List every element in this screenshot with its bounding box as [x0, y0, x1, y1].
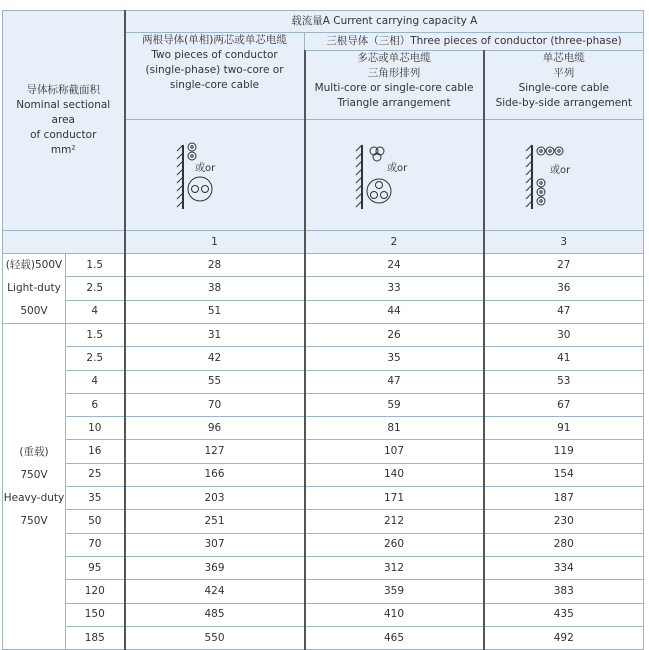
- col3-title-line: Single-core cable: [518, 82, 609, 94]
- cell-capacity-c1: 127: [125, 440, 305, 463]
- cell-area: 4: [66, 300, 125, 323]
- cell-capacity-c2: 59: [305, 393, 484, 416]
- cell-area: 95: [66, 556, 125, 579]
- col-number-1: 1: [125, 231, 305, 254]
- cell-area: 2.5: [66, 277, 125, 300]
- cell-capacity-c3: 67: [484, 393, 644, 416]
- col3-title-line: Side-by-side arrangement: [495, 97, 632, 109]
- cell-capacity-c3: 280: [484, 533, 644, 556]
- cell-capacity-c3: 36: [484, 277, 644, 300]
- group-label-line: 500V: [20, 305, 48, 317]
- header-col3-title: [484, 51, 644, 120]
- group-label-line: Light-duty: [7, 282, 61, 294]
- cell-capacity-c1: 485: [125, 603, 305, 626]
- cell-capacity-c1: 203: [125, 487, 305, 510]
- cell-capacity-c2: 44: [305, 300, 484, 323]
- group-label-line: (重载): [19, 445, 49, 458]
- cell-capacity-c1: 42: [125, 347, 305, 370]
- two-conductor-icon: [175, 139, 255, 211]
- cell-capacity-c2: 212: [305, 510, 484, 533]
- cell-capacity-c1: 424: [125, 580, 305, 603]
- header-nominal-area-unit: mm²: [50, 144, 76, 156]
- table-row: [3, 487, 644, 510]
- cell-capacity-c2: 312: [305, 556, 484, 579]
- current-capacity-table: [2, 10, 644, 650]
- cell-area: 1.5: [66, 254, 125, 277]
- header-three-phase-title: 三根导体（三相）Three pieces of conductor (three-phase): [305, 33, 644, 51]
- header-nominal-area-en1: Nominal sectional area: [16, 99, 111, 126]
- table-row: [3, 393, 644, 416]
- col2-title-line: 三角形排列: [367, 67, 421, 79]
- cell-capacity-c1: 550: [125, 626, 305, 649]
- header-nominal-area-en2: of conductor: [30, 129, 97, 141]
- cell-area: 25: [66, 463, 125, 486]
- cell-area: 185: [66, 626, 125, 649]
- cell-capacity-c3: 47: [484, 300, 644, 323]
- cell-capacity-c2: 26: [305, 324, 484, 347]
- cell-capacity-c1: 70: [125, 393, 305, 416]
- cell-area: 6: [66, 393, 125, 416]
- table-row: [3, 254, 644, 277]
- cell-capacity-c2: 35: [305, 347, 484, 370]
- col1-title-line: single-core cable: [169, 79, 260, 91]
- cell-capacity-c1: 51: [125, 300, 305, 323]
- cell-capacity-c1: 31: [125, 324, 305, 347]
- cell-area: 16: [66, 440, 125, 463]
- table-row: [3, 510, 644, 533]
- cell-capacity-c2: 410: [305, 603, 484, 626]
- col1-title-line: Two pieces of conductor: [151, 49, 278, 61]
- cell-capacity-c3: 187: [484, 487, 644, 510]
- cell-capacity-c2: 47: [305, 370, 484, 393]
- cell-capacity-c3: 30: [484, 324, 644, 347]
- cell-capacity-c1: 96: [125, 417, 305, 440]
- cell-capacity-c2: 24: [305, 254, 484, 277]
- header-col2-title: [305, 51, 484, 120]
- header-blank-cell: [3, 231, 125, 254]
- table-row: [3, 370, 644, 393]
- cell-capacity-c1: 166: [125, 463, 305, 486]
- diagram-side-by-side: [484, 120, 644, 231]
- cell-capacity-c2: 107: [305, 440, 484, 463]
- table-row: [3, 556, 644, 579]
- table-row: [3, 300, 644, 323]
- group-label-line: 750V: [20, 468, 48, 481]
- cell-capacity-c2: 171: [305, 487, 484, 510]
- cell-capacity-c1: 38: [125, 277, 305, 300]
- col-number-3: 3: [484, 231, 644, 254]
- col1-title-line: 两根导体(单相)两芯或单芯电缆: [142, 34, 287, 46]
- col-number-2: 2: [305, 231, 484, 254]
- cell-area: 10: [66, 417, 125, 440]
- header-nominal-area-zh: 导体标称截面积: [26, 84, 100, 96]
- cell-capacity-c2: 359: [305, 580, 484, 603]
- cell-capacity-c3: 53: [484, 370, 644, 393]
- header-capacity-title: 载流量A Current carrying capacity A: [125, 11, 644, 33]
- cell-capacity-c3: 383: [484, 580, 644, 603]
- cell-capacity-c1: 307: [125, 533, 305, 556]
- cell-capacity-c2: 465: [305, 626, 484, 649]
- group-label-line: Heavy-duty: [3, 491, 65, 504]
- diagram-two-conductors: [125, 120, 305, 231]
- cell-area: 120: [66, 580, 125, 603]
- cell-capacity-c1: 55: [125, 370, 305, 393]
- cell-capacity-c3: 334: [484, 556, 644, 579]
- table-row: [3, 463, 644, 486]
- cell-capacity-c3: 492: [484, 626, 644, 649]
- cell-capacity-c1: 251: [125, 510, 305, 533]
- cell-capacity-c3: 91: [484, 417, 644, 440]
- cell-area: 4: [66, 370, 125, 393]
- cell-capacity-c2: 33: [305, 277, 484, 300]
- header-col1-title: [125, 33, 305, 120]
- col1-title-line: (single-phase) two-core or: [145, 64, 284, 76]
- header-nominal-area: [3, 11, 125, 231]
- cell-capacity-c1: 369: [125, 556, 305, 579]
- cell-capacity-c3: 119: [484, 440, 644, 463]
- side-by-side-arrangement-icon: [524, 139, 604, 211]
- group-label-line: (轻载)500V: [5, 259, 63, 271]
- col2-title-line: Multi-core or single-core cable: [314, 82, 474, 94]
- group-label-line: 750V: [20, 514, 48, 527]
- or-label: 或or: [387, 163, 408, 174]
- cell-area: 1.5: [66, 324, 125, 347]
- group-label-light-duty: [3, 254, 66, 324]
- cell-capacity-c3: 154: [484, 463, 644, 486]
- cell-area: 150: [66, 603, 125, 626]
- col2-title-line: Triangle arrangement: [337, 97, 451, 109]
- table-row: [3, 533, 644, 556]
- cell-capacity-c2: 260: [305, 533, 484, 556]
- cell-capacity-c3: 230: [484, 510, 644, 533]
- table-row: [3, 324, 644, 347]
- triangle-arrangement-icon: [354, 139, 434, 211]
- col3-title-line: 平列: [553, 67, 575, 79]
- col2-title-line: 多芯或单芯电缆: [357, 52, 431, 64]
- cell-area: 35: [66, 487, 125, 510]
- cell-capacity-c2: 140: [305, 463, 484, 486]
- cell-area: 2.5: [66, 347, 125, 370]
- table-row: [3, 347, 644, 370]
- table-row: [3, 580, 644, 603]
- table-row: [3, 440, 644, 463]
- col3-title-line: 单芯电缆: [542, 52, 585, 64]
- cell-capacity-c3: 435: [484, 603, 644, 626]
- cell-capacity-c1: 28: [125, 254, 305, 277]
- group-label-heavy-duty: [3, 324, 66, 650]
- cell-capacity-c3: 27: [484, 254, 644, 277]
- table-row: [3, 277, 644, 300]
- cell-area: 50: [66, 510, 125, 533]
- table-row: [3, 626, 644, 649]
- diagram-triangle: [305, 120, 484, 231]
- or-label: 或or: [194, 163, 215, 174]
- cell-capacity-c3: 41: [484, 347, 644, 370]
- or-label: 或or: [549, 165, 570, 176]
- cell-area: 70: [66, 533, 125, 556]
- cell-capacity-c2: 81: [305, 417, 484, 440]
- table-row: [3, 417, 644, 440]
- table-row: [3, 603, 644, 626]
